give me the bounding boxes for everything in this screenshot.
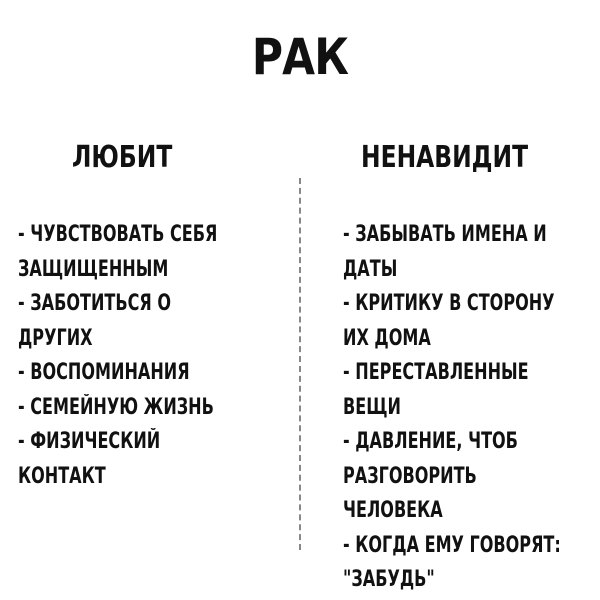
loves-heading: ЛЮБИТ	[72, 140, 173, 175]
list-item: ЗАЩИЩЕННЫМ	[18, 256, 169, 282]
list-item: РАЗГОВОРИТЬ	[343, 463, 477, 489]
list-item: - ЧУВСТВОВАТЬ СЕБЯ	[18, 222, 218, 247]
list-item: "ЗАБУДЬ"	[343, 567, 435, 592]
list-item: - ФИЗИЧЕСКИЙ	[18, 429, 161, 454]
list-item: - СЕМЕЙНУЮ ЖИЗНЬ	[18, 394, 214, 420]
list-item: ДРУГИХ	[18, 325, 93, 351]
list-item: - ЗАБЫВАТЬ ИМЕНА И	[343, 222, 547, 247]
list-item: - ЗАБОТИТЬСЯ О	[18, 291, 171, 316]
hates-heading: НЕНАВИДИТ	[361, 140, 529, 175]
list-item: - ПЕРЕСТАВЛЕННЫЕ	[343, 360, 529, 385]
list-item: ДАТЫ	[343, 256, 398, 282]
list-item: - ВОСПОМИНАНИЯ	[18, 360, 190, 385]
list-item: КОНТАКТ	[18, 463, 106, 489]
loves-list	[18, 218, 318, 494]
hates-list	[343, 218, 600, 598]
list-item: - КРИТИКУ В СТОРОНУ	[343, 291, 555, 316]
list-item: - ДАВЛЕНИЕ, ЧТОБ	[343, 429, 518, 454]
list-item: ИХ ДОМА	[343, 325, 431, 351]
page-title: РАК	[251, 28, 349, 86]
list-item: - КОГДА ЕМУ ГОВОРЯТ:	[343, 532, 561, 558]
list-item: ЧЕЛОВЕКА	[343, 498, 443, 523]
list-item: ВЕЩИ	[343, 394, 401, 420]
